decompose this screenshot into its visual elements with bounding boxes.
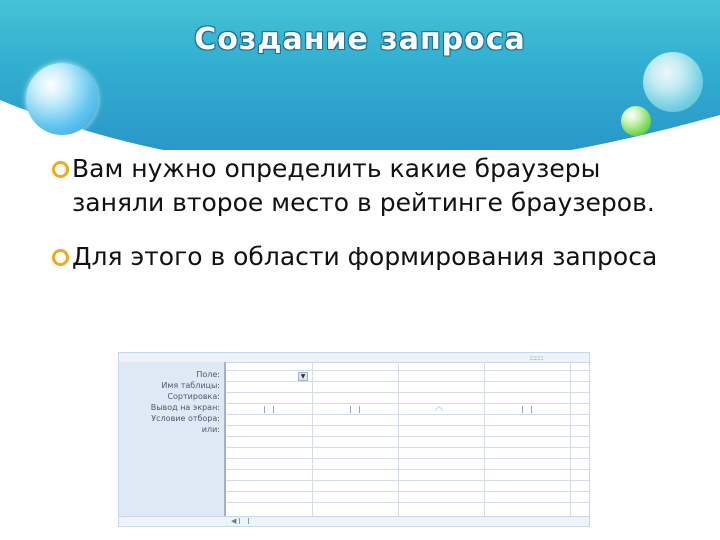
row-label-or: или: [201, 425, 220, 434]
checkbox-icon[interactable] [350, 406, 360, 413]
checkbox-icon[interactable] [522, 406, 532, 413]
scrollbar-thumb[interactable] [239, 518, 249, 524]
row-label-show: Вывод на экран: [150, 403, 220, 412]
query-design-grid [118, 352, 590, 527]
scroll-left-icon[interactable]: ◀ [231, 517, 237, 525]
bullet-item [52, 152, 692, 220]
horizontal-scrollbar[interactable] [119, 516, 589, 526]
checkbox-icon[interactable] [435, 406, 443, 414]
bullet-ring-icon [52, 249, 69, 266]
grid-cells[interactable] [226, 362, 590, 519]
row-label-field: Поле: [196, 370, 220, 379]
checkbox-icon[interactable] [264, 406, 274, 413]
bullet-ring-icon [52, 161, 69, 178]
bullet-item [52, 240, 692, 274]
chevron-down-icon[interactable]: ▼ [298, 372, 308, 381]
row-label-table: Имя таблицы: [161, 381, 220, 390]
resize-grip-icon[interactable]: :::::::::: [529, 354, 543, 362]
decorative-bubble-green [621, 106, 651, 136]
row-label-sort: Сортировка: [167, 392, 220, 401]
bullet-text: Для этого в области формирования запроса [72, 242, 658, 271]
row-label-criteria: Условие отбора: [151, 414, 220, 423]
bullet-text: Вам нужно определить какие браузеры заняли второе место в рейтинге браузеров. [72, 154, 655, 217]
bullet-list [52, 152, 692, 274]
slide-title: Создание запроса [194, 22, 526, 57]
grid-row-headers [119, 362, 226, 519]
decorative-bubble-right [643, 52, 703, 112]
decorative-bubble-left [26, 63, 98, 135]
